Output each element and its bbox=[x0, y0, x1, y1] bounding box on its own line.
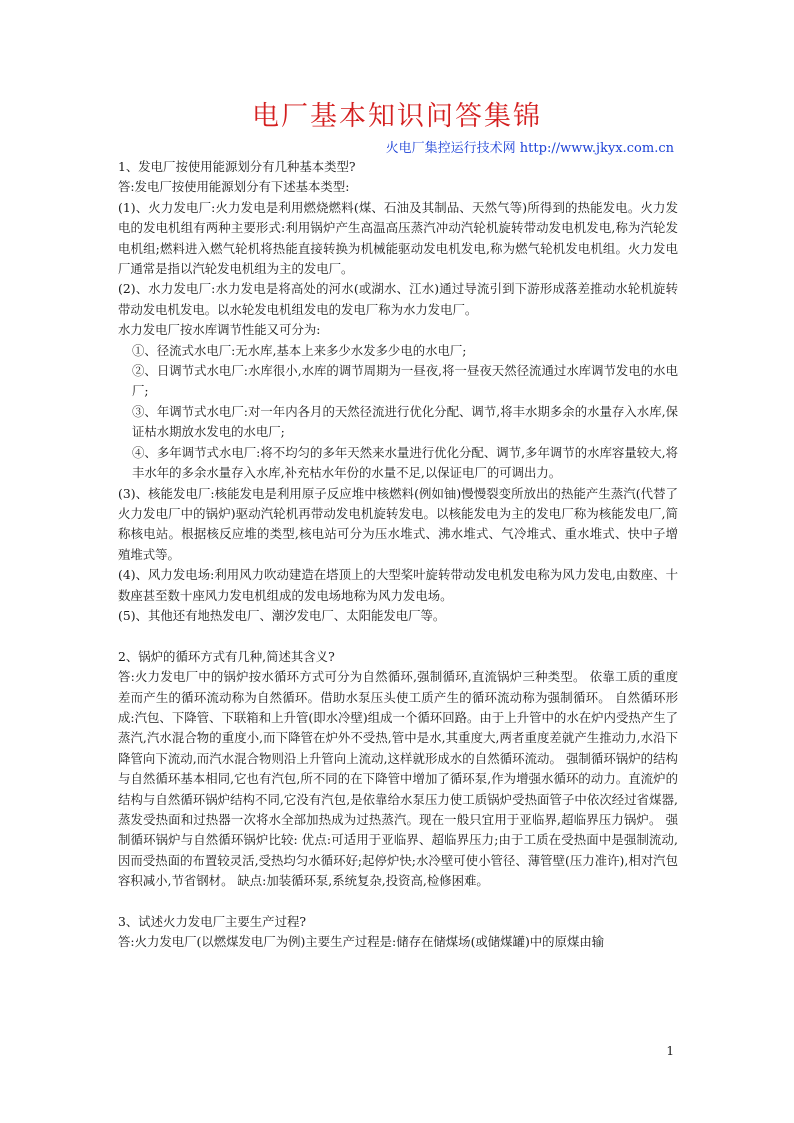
answer-1-item-2-d: ④、多年调节式水电厂:将不均匀的多年天然来水量进行优化分配、调节,多年调节的水库容量较大,将丰水年的多余水量存入水库,补充枯水年份的水量不足,以保证电厂的可调出力。 bbox=[132, 444, 678, 481]
answer-1-item-2-b: ②、日调节式水电厂:水库很小,水库的调节周期为一昼夜,将一昼夜天然径流通过水库调节发电的水电厂; bbox=[132, 363, 678, 399]
answer-1-item-5: (5)、其他还有地热发电厂、潮汐发电厂、太阳能发电厂等。 bbox=[118, 607, 446, 623]
answer-1-item-2-a: ①、径流式水电厂:无水库,基本上来多少水发多少电的水电厂; bbox=[132, 342, 467, 358]
answer-1-item-4: (4)、风力发电场:利用风力吹动建造在塔顶上的大型桨叶旋转带动发电机发电称为风力发电,由数座、十数座甚至数十座风力发电机组成的发电场地称为风力发电场。 bbox=[118, 567, 678, 603]
answer-1-item-2-sub: 水力发电厂按水库调节性能又可分为: bbox=[118, 322, 321, 338]
answer-1-item-2: (2)、水力发电厂:水力发电是将高处的河水(或湖水、江水)通过导流引到下游形成落差推动水轮机旋转带动发电机发电。以水轮发电机组发电的发电厂称为水力发电厂。 bbox=[118, 281, 678, 317]
document-title: 电厂基本知识问答集锦 bbox=[252, 101, 542, 132]
question-2: 2、锅炉的循环方式有几种,简述其含义? bbox=[118, 648, 335, 664]
section-spacer bbox=[118, 626, 678, 646]
answer-1-item-1: (1)、火力发电厂:火力发电是利用燃烧燃料(煤、石油及其制品、天然气等)所得到的热能发电。火力发电的发电机组有两种主要形式:利用锅炉产生高温高压蒸汽冲动汽轮机旋转带动发电机发电,称为汽轮发电机组;燃料进入燃气轮机将热能直接转换为机械能驱动发电机发电,称为燃气轮机发电机组。火力发电厂通常是指以汽轮发电机组为主的发电厂。 bbox=[118, 199, 678, 277]
page-number: 1 bbox=[666, 1044, 674, 1058]
answer-3: 答:火力发电厂(以燃煤发电厂为例)主要生产过程是:储存在储煤场(或储煤罐)中的原煤由输 bbox=[118, 934, 605, 950]
answer-1-intro: 答:发电厂按使用能源划分有下述基本类型: bbox=[118, 179, 350, 195]
answer-1-item-3: (3)、核能发电厂:核能发电是利用原子反应堆中核燃料(例如铀)慢慢裂变所放出的热能产生蒸汽(代替了火力发电厂中的锅炉)驱动汽轮机再带动发电机旋转发电。以核能发电为主的发电厂称为核能发电厂,简称核电站。根据核反应堆的类型,核电站可分为压水堆式、沸水堆式、气冷堆式、重水堆式、快中子增殖堆式等。 bbox=[118, 485, 678, 562]
answer-1-item-2-c: ③、年调节式水电厂:对一年内各月的天然径流进行优化分配、调节,将丰水期多余的水量存入水库,保证枯水期放水发电的水电厂; bbox=[132, 403, 678, 440]
source-line: 火电厂集控运行技术网 http://www.jkyx.com.cn bbox=[385, 141, 674, 156]
document-body bbox=[118, 157, 678, 953]
question-1: 1、发电厂按使用能源划分有几种基本类型? bbox=[118, 159, 356, 174]
question-3: 3、试述火力发电厂主要生产过程? bbox=[118, 914, 306, 929]
answer-2: 答:火力发电厂中的锅炉按水循环方式可分为自然循环,强制循环,直流锅炉三种类型。 依靠工质的重度差而产生的循环流动称为自然循环。借助水泵压头使工质产生的循环流动称为强制循环。 自然循环形成:汽包、下降管、下联箱和上升管(即水冷壁)组成一个循环回路。由于上升管中的水在炉内受热产生了蒸汽,汽水混合物的重度小,而下降管在炉外不受热,管中是水,其重度大,两者重度差就产生推动力,水沿下降管向下流动,而汽水混合物则沿上升管向上流动,这样就形成水的自然循环流动。 强制循环锅炉的结构与自然循环基本相同,它也有汽包,所不同的在下降管中增加了循环泵,作为增强水循环的动力。直流炉的结构与自然循环锅炉结构不同,它没有汽包,是依靠给水泵压力使工质锅炉受热面管子中依次经过省煤器,蒸发受热面和过热器一次将水全部加热成为过热蒸汽。现在一般只宜用于亚临界,超临界压力锅炉。 强制循环锅炉与自然循环锅炉比较: 优点:可适用于亚临界、超临界压力;由于工质在受热面中是强制流动,因而受热面的布置较灵活,受热均匀水循环好;起停炉快;水冷壁可使小管径、薄管壁(压力准许),相对汽包容积减小,节省钢材。 缺点:加装循环泵,系统复杂,投资高,检修困难。 bbox=[118, 669, 678, 889]
section-spacer bbox=[118, 892, 678, 912]
